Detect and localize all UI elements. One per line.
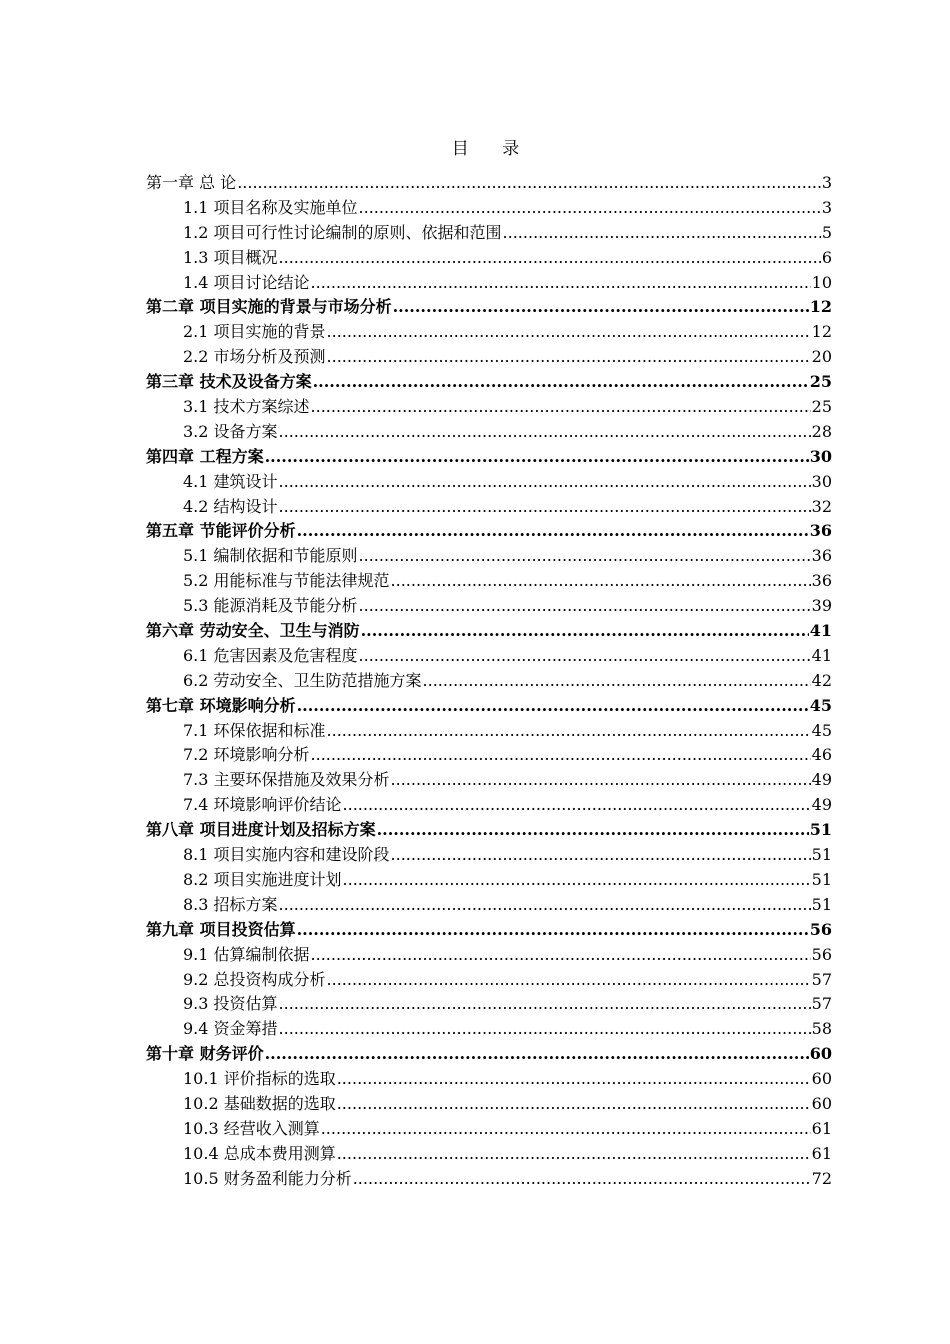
toc-leader-dots bbox=[237, 171, 821, 196]
toc-leader-dots bbox=[391, 843, 811, 868]
toc-leader-dots bbox=[297, 519, 809, 544]
toc-leader-dots bbox=[343, 793, 811, 818]
toc-section-entry[interactable] bbox=[146, 345, 832, 370]
toc-page-number: 36 bbox=[811, 546, 832, 566]
toc-title: 目 录 bbox=[451, 139, 534, 159]
toc-chapter-entry[interactable] bbox=[146, 619, 832, 644]
toc-section-entry[interactable] bbox=[146, 544, 832, 569]
toc-chapter-entry[interactable] bbox=[146, 445, 832, 470]
toc-page-number: 3 bbox=[821, 197, 832, 217]
toc-leader-dots bbox=[321, 1117, 811, 1142]
toc-leader-dots bbox=[327, 968, 811, 993]
toc-leader-dots bbox=[265, 1042, 809, 1067]
toc-section-entry[interactable] bbox=[146, 495, 832, 520]
toc-entry-label: 3.2 设备方案 bbox=[183, 421, 278, 441]
toc-entry-label: 1.2 项目可行性讨论编制的原则、依据和范围 bbox=[183, 222, 502, 242]
toc-section-entry[interactable] bbox=[146, 868, 832, 893]
toc-page-number: 10 bbox=[811, 272, 832, 292]
toc-leader-dots bbox=[279, 495, 811, 520]
toc-leader-dots bbox=[337, 1142, 811, 1167]
toc-section-entry[interactable] bbox=[146, 992, 832, 1017]
toc-leader-dots bbox=[327, 345, 811, 370]
toc-section-entry[interactable] bbox=[146, 246, 832, 271]
toc-entry-label: 第九章 项目投资估算 bbox=[146, 919, 296, 939]
toc-page-number: 25 bbox=[809, 372, 832, 392]
toc-section-entry[interactable] bbox=[146, 320, 832, 345]
toc-leader-dots bbox=[353, 1167, 811, 1192]
toc-leader-dots bbox=[279, 992, 811, 1017]
toc-entry-label: 9.4 资金筹措 bbox=[183, 1019, 278, 1039]
toc-entry-label: 第八章 项目进度计划及招标方案 bbox=[146, 820, 376, 840]
toc-section-entry[interactable] bbox=[146, 1142, 832, 1167]
toc-page-number: 60 bbox=[811, 1093, 832, 1113]
toc-page-number: 49 bbox=[811, 770, 832, 790]
toc-page-number: 46 bbox=[811, 745, 832, 765]
toc-leader-dots bbox=[311, 943, 811, 968]
toc-page-number: 36 bbox=[811, 571, 832, 591]
toc-entry-label: 8.2 项目实施进度计划 bbox=[183, 869, 342, 889]
toc-leader-dots bbox=[265, 445, 809, 470]
toc-entry-label: 8.3 招标方案 bbox=[183, 894, 278, 914]
toc-page-number: 5 bbox=[821, 222, 832, 242]
toc-entry-label: 第六章 劳动安全、卫生与消防 bbox=[146, 621, 360, 641]
toc-leader-dots bbox=[297, 694, 809, 719]
toc-entry-label: 10.2 基础数据的选取 bbox=[183, 1093, 336, 1113]
toc-chapter-entry[interactable] bbox=[146, 694, 832, 719]
toc-entry-label: 9.3 投资估算 bbox=[183, 994, 278, 1014]
toc-section-entry[interactable] bbox=[146, 719, 832, 744]
toc-leader-dots bbox=[297, 918, 809, 943]
toc-section-entry[interactable] bbox=[146, 395, 832, 420]
toc-chapter-entry[interactable] bbox=[146, 295, 832, 320]
toc-page-number: 57 bbox=[811, 969, 832, 989]
toc-entry-label: 第一章 总 论 bbox=[146, 173, 237, 192]
toc-entry-label: 5.2 用能标准与节能法律规范 bbox=[183, 571, 390, 591]
toc-section-entry[interactable] bbox=[146, 1117, 832, 1142]
toc-page-number: 39 bbox=[811, 596, 832, 616]
toc-leader-dots bbox=[279, 470, 811, 495]
toc-section-entry[interactable] bbox=[146, 943, 832, 968]
toc-entry-label: 4.1 建筑设计 bbox=[183, 471, 278, 491]
toc-page-number: 12 bbox=[811, 322, 832, 342]
toc-section-entry[interactable] bbox=[146, 968, 832, 993]
toc-chapter-entry[interactable] bbox=[146, 370, 832, 395]
toc-chapter-entry[interactable] bbox=[146, 171, 832, 196]
toc-page-number: 41 bbox=[811, 645, 832, 665]
toc-page-number: 60 bbox=[809, 1044, 832, 1064]
toc-page-number: 51 bbox=[811, 869, 832, 889]
toc-section-entry[interactable] bbox=[146, 569, 832, 594]
toc-leader-dots bbox=[279, 1017, 811, 1042]
toc-entry-label: 第三章 技术及设备方案 bbox=[146, 372, 312, 392]
toc-entry-label: 7.1 环保依据和标准 bbox=[183, 720, 326, 740]
toc-page-number: 30 bbox=[809, 446, 832, 466]
toc-page-number: 56 bbox=[811, 944, 832, 964]
toc-entry-label: 5.1 编制依据和节能原则 bbox=[183, 546, 358, 566]
toc-leader-dots bbox=[391, 768, 811, 793]
toc-section-entry[interactable] bbox=[146, 669, 832, 694]
toc-entry-label: 第十章 财务评价 bbox=[146, 1044, 264, 1064]
toc-chapter-entry[interactable] bbox=[146, 918, 832, 943]
toc-entry-label: 7.4 环境影响评价结论 bbox=[183, 795, 342, 815]
toc-section-entry[interactable] bbox=[146, 470, 832, 495]
toc-entry-label: 6.2 劳动安全、卫生防范措施方案 bbox=[183, 670, 422, 690]
toc-leader-dots bbox=[279, 893, 811, 918]
toc-page-number: 57 bbox=[811, 994, 832, 1014]
toc-leader-dots bbox=[359, 544, 811, 569]
toc-page-number: 60 bbox=[811, 1069, 832, 1089]
toc-leader-dots bbox=[391, 569, 811, 594]
toc-page-number: 51 bbox=[811, 845, 832, 865]
toc-entry-label: 5.3 能源消耗及节能分析 bbox=[183, 596, 358, 616]
toc-page-number: 61 bbox=[811, 1143, 832, 1163]
toc-section-entry[interactable] bbox=[146, 1017, 832, 1042]
toc-entry-label: 1.1 项目名称及实施单位 bbox=[183, 197, 358, 217]
toc-entry-label: 10.4 总成本费用测算 bbox=[183, 1143, 336, 1163]
toc-entry-label: 第二章 项目实施的背景与市场分析 bbox=[146, 297, 392, 317]
toc-section-entry[interactable] bbox=[146, 843, 832, 868]
toc-entry-label: 8.1 项目实施内容和建设阶段 bbox=[183, 845, 390, 865]
toc-page-number: 12 bbox=[809, 297, 832, 317]
toc-leader-dots bbox=[337, 1092, 811, 1117]
toc-entry-label: 7.2 环境影响分析 bbox=[183, 745, 310, 765]
toc-leader-dots bbox=[327, 320, 811, 345]
toc-section-entry[interactable] bbox=[146, 793, 832, 818]
toc-page-number: 58 bbox=[811, 1019, 832, 1039]
toc-page-number: 45 bbox=[809, 695, 832, 715]
toc-leader-dots bbox=[337, 1067, 811, 1092]
toc-page-number: 51 bbox=[809, 820, 832, 840]
toc-chapter-entry[interactable] bbox=[146, 1042, 832, 1067]
toc-section-entry[interactable] bbox=[146, 644, 832, 669]
toc-page-number: 49 bbox=[811, 795, 832, 815]
toc-page-number: 45 bbox=[811, 720, 832, 740]
toc-entry-label: 3.1 技术方案综述 bbox=[183, 397, 310, 417]
toc-page-number: 72 bbox=[811, 1168, 832, 1188]
toc-entry-label: 第七章 环境影响分析 bbox=[146, 695, 296, 715]
toc-page-number: 25 bbox=[811, 397, 832, 417]
table-of-contents bbox=[146, 171, 832, 1192]
toc-leader-dots bbox=[279, 246, 821, 271]
toc-page-number: 28 bbox=[811, 421, 832, 441]
toc-leader-dots bbox=[343, 868, 811, 893]
toc-entry-label: 9.1 估算编制依据 bbox=[183, 944, 310, 964]
toc-leader-dots bbox=[393, 295, 809, 320]
toc-section-entry[interactable] bbox=[146, 768, 832, 793]
toc-entry-label: 1.3 项目概况 bbox=[183, 247, 278, 267]
toc-page-number: 32 bbox=[811, 496, 832, 516]
toc-leader-dots bbox=[311, 271, 811, 296]
toc-page-number: 3 bbox=[821, 173, 832, 192]
toc-leader-dots bbox=[377, 818, 809, 843]
toc-leader-dots bbox=[311, 743, 811, 768]
toc-leader-dots bbox=[503, 221, 821, 246]
toc-leader-dots bbox=[359, 196, 821, 221]
toc-page-number: 42 bbox=[811, 670, 832, 690]
toc-page-number: 61 bbox=[811, 1118, 832, 1138]
toc-section-entry[interactable] bbox=[146, 271, 832, 296]
toc-entry-label: 10.5 财务盈利能力分析 bbox=[183, 1168, 352, 1188]
toc-leader-dots bbox=[359, 594, 811, 619]
toc-leader-dots bbox=[359, 644, 811, 669]
toc-chapter-entry[interactable] bbox=[146, 818, 832, 843]
toc-leader-dots bbox=[311, 395, 811, 420]
toc-page-number: 41 bbox=[809, 621, 832, 641]
toc-page-number: 51 bbox=[811, 894, 832, 914]
toc-section-entry[interactable] bbox=[146, 420, 832, 445]
toc-entry-label: 第四章 工程方案 bbox=[146, 446, 264, 466]
toc-section-entry[interactable] bbox=[146, 196, 832, 221]
toc-leader-dots bbox=[327, 719, 811, 744]
toc-leader-dots bbox=[313, 370, 809, 395]
toc-leader-dots bbox=[423, 669, 811, 694]
toc-section-entry[interactable] bbox=[146, 1167, 832, 1192]
toc-page-number: 6 bbox=[821, 247, 832, 267]
toc-entry-label: 7.3 主要环保措施及效果分析 bbox=[183, 770, 390, 790]
toc-section-entry[interactable] bbox=[146, 221, 832, 246]
toc-leader-dots bbox=[361, 619, 809, 644]
toc-page-number: 30 bbox=[811, 471, 832, 491]
toc-section-entry[interactable] bbox=[146, 1092, 832, 1117]
toc-leader-dots bbox=[279, 420, 811, 445]
toc-page-number: 36 bbox=[809, 521, 832, 541]
toc-entry-label: 10.3 经营收入测算 bbox=[183, 1118, 320, 1138]
toc-page-number: 20 bbox=[811, 347, 832, 367]
toc-entry-label: 第五章 节能评价分析 bbox=[146, 521, 296, 541]
toc-section-entry[interactable] bbox=[146, 743, 832, 768]
toc-section-entry[interactable] bbox=[146, 1067, 832, 1092]
toc-section-entry[interactable] bbox=[146, 893, 832, 918]
toc-entry-label: 2.1 项目实施的背景 bbox=[183, 322, 326, 342]
toc-page-number: 56 bbox=[809, 919, 832, 939]
toc-entry-label: 6.1 危害因素及危害程度 bbox=[183, 645, 358, 665]
toc-entry-label: 1.4 项目讨论结论 bbox=[183, 272, 310, 292]
toc-entry-label: 10.1 评价指标的选取 bbox=[183, 1069, 336, 1089]
toc-entry-label: 9.2 总投资构成分析 bbox=[183, 969, 326, 989]
toc-chapter-entry[interactable] bbox=[146, 519, 832, 544]
toc-section-entry[interactable] bbox=[146, 594, 832, 619]
toc-entry-label: 2.2 市场分析及预测 bbox=[183, 347, 326, 367]
toc-entry-label: 4.2 结构设计 bbox=[183, 496, 278, 516]
